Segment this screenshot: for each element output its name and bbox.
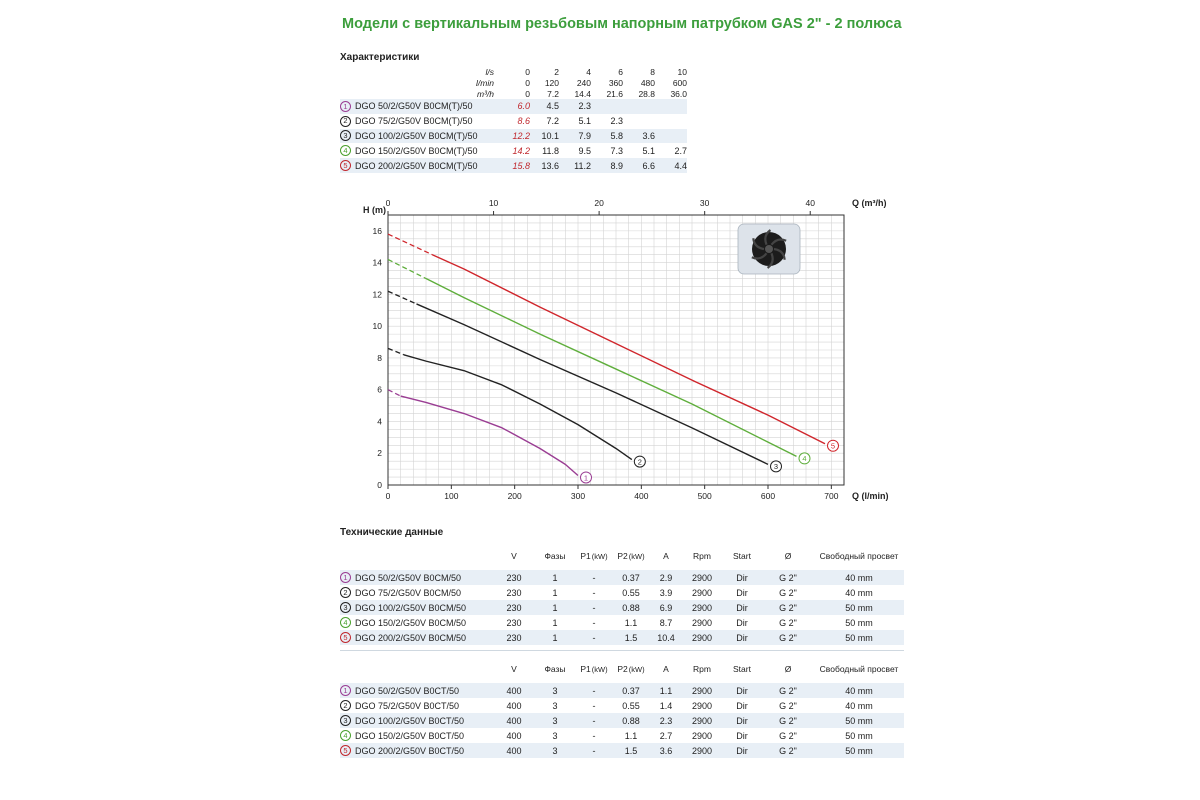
model-cell <box>340 715 494 726</box>
flow-value: 0 <box>525 77 530 88</box>
head-value: 7.2 <box>546 116 559 127</box>
y-tick-label: 12 <box>372 289 382 300</box>
technical-header-cell <box>494 664 534 674</box>
model-name: DGO 150/2/G50V B0CM(T)/50 <box>355 145 478 156</box>
technical-p1-value: - <box>592 602 596 613</box>
flow-value: 2 <box>554 66 559 77</box>
flow-unit-row <box>340 88 687 99</box>
technical-free-value: 50 mm <box>845 730 873 741</box>
curve-3-dashed <box>388 291 417 304</box>
technical-v-value: 230 <box>506 602 522 613</box>
technical-phases-value: 1 <box>552 572 558 583</box>
shutoff-head-value: 15.8 <box>512 160 530 171</box>
impeller-icon <box>738 224 800 274</box>
technical-start-value: Dir <box>736 745 748 756</box>
flow-value: 480 <box>640 77 655 88</box>
model-number-badge: 5 <box>340 632 351 643</box>
technical-header-cell <box>814 664 904 674</box>
technical-p1-value: - <box>592 745 596 756</box>
header-label: Свободный просвет <box>819 664 899 674</box>
technical-dia-value: G 2" <box>779 632 797 643</box>
technical-a-value: 2.3 <box>659 715 673 726</box>
flow-value: 360 <box>608 77 623 88</box>
model-number-badge: 3 <box>340 130 351 141</box>
model-number-badge: 1 <box>340 572 351 583</box>
model-cell <box>340 572 494 583</box>
technical-header-cell <box>682 664 722 674</box>
y-tick-label: 2 <box>377 448 382 459</box>
model-name: DGO 150/2/G50V B0CT/50 <box>355 730 465 741</box>
technical-free-value: 50 mm <box>845 602 873 613</box>
model-cell <box>340 130 498 141</box>
model-cell <box>340 700 494 711</box>
technical-header-cell <box>534 664 576 674</box>
flow-unit-label: l/s <box>485 66 494 77</box>
technical-rpm-value: 2900 <box>691 745 713 756</box>
head-value: 8.9 <box>610 160 623 171</box>
header-label: Rpm <box>693 551 711 561</box>
model-cell <box>340 101 498 112</box>
technical-row <box>340 743 904 758</box>
model-cell <box>340 617 494 628</box>
flow-value: 120 <box>544 77 559 88</box>
head-value: 2.7 <box>674 145 687 156</box>
head-value: 4.4 <box>674 160 687 171</box>
model-cell <box>340 602 494 613</box>
y-tick-label: 16 <box>372 225 382 236</box>
y-tick-label: 14 <box>372 257 382 268</box>
model-cell <box>340 116 498 127</box>
flow-value: 21.6 <box>606 88 623 99</box>
x2-tick-label: 10 <box>488 198 499 208</box>
head-value: 7.9 <box>578 130 591 141</box>
y-tick-label: 0 <box>377 480 382 490</box>
y-axis-label: H (m) <box>363 205 386 215</box>
technical-dia-value: G 2" <box>779 572 797 583</box>
technical-free-value: 40 mm <box>845 587 873 598</box>
model-number-badge: 2 <box>340 587 351 598</box>
technical-dia-value: G 2" <box>779 700 797 711</box>
model-number-badge: 2 <box>340 700 351 711</box>
model-name: DGO 200/2/G50V B0CM(T)/50 <box>355 160 478 171</box>
header-label: Свободный просвет <box>819 551 899 561</box>
curve-2 <box>404 355 632 460</box>
technical-free-value: 40 mm <box>845 572 873 583</box>
model-name: DGO 100/2/G50V B0CM/50 <box>355 602 467 613</box>
technical-p2-value: 1.5 <box>624 632 638 643</box>
flow-value: 4 <box>586 66 591 77</box>
flow-value: 0 <box>525 88 530 99</box>
y-tick-label: 4 <box>377 416 382 427</box>
shutoff-head-value: 6.0 <box>517 101 530 112</box>
model-row <box>340 114 687 129</box>
technical-p2-value: 0.55 <box>622 700 640 711</box>
model-cell <box>340 685 494 696</box>
technical-free-value: 40 mm <box>845 685 873 696</box>
technical-p2-value: 0.88 <box>622 602 640 613</box>
head-value: 11.8 <box>542 145 559 156</box>
technical-start-value: Dir <box>736 602 748 613</box>
technical-start-value: Dir <box>736 617 748 628</box>
model-row <box>340 143 687 158</box>
model-name: DGO 100/2/G50V B0CT/50 <box>355 715 465 726</box>
x-tick-label: 200 <box>507 491 522 501</box>
model-row <box>340 158 687 173</box>
head-value: 5.8 <box>610 130 623 141</box>
model-name: DGO 150/2/G50V B0CM/50 <box>355 617 467 628</box>
technical-v-value: 230 <box>506 617 522 628</box>
model-number-badge: 4 <box>340 145 351 156</box>
head-value: 5.1 <box>642 145 655 156</box>
header-label: A <box>663 551 669 561</box>
model-name: DGO 75/2/G50V B0CT/50 <box>355 700 460 711</box>
technical-table-single-phase <box>340 542 904 645</box>
technical-header-row <box>340 542 904 570</box>
head-value: 11.2 <box>574 160 591 171</box>
technical-p2-value: 1.5 <box>624 745 638 756</box>
model-cell <box>340 145 498 156</box>
curve-3 <box>417 304 769 467</box>
header-label: A <box>663 664 669 674</box>
curve-label-text: 3 <box>773 462 779 472</box>
technical-p2-value: 0.55 <box>622 587 640 598</box>
x-tick-label: 400 <box>634 491 649 501</box>
technical-header-cell <box>612 551 650 561</box>
flow-unit-label: m³/h <box>477 88 494 99</box>
model-cell <box>340 745 494 756</box>
x2-tick-label: 40 <box>805 198 815 208</box>
technical-header-cell <box>722 551 762 561</box>
curve-4-label <box>799 453 810 464</box>
x-tick-label: 300 <box>570 491 586 501</box>
model-name: DGO 50/2/G50V B0CM/50 <box>355 572 462 583</box>
flow-value: 7.2 <box>547 88 559 99</box>
header-label: P2 <box>617 664 628 674</box>
technical-a-value: 2.7 <box>659 730 673 741</box>
technical-rpm-value: 2900 <box>691 632 713 643</box>
curve-2-label <box>634 456 645 467</box>
technical-row <box>340 570 904 585</box>
technical-header-cell <box>494 551 534 561</box>
technical-row <box>340 615 904 630</box>
technical-p1-value: - <box>592 715 596 726</box>
technical-table-three-phase <box>340 655 904 758</box>
technical-dia-value: G 2" <box>779 685 797 696</box>
technical-p2-value: 1.1 <box>624 730 638 741</box>
technical-dia-value: G 2" <box>779 587 797 598</box>
technical-a-value: 1.4 <box>659 700 673 711</box>
technical-header-cell <box>576 551 612 561</box>
model-cell <box>340 730 494 741</box>
head-value: 7.3 <box>610 145 623 156</box>
model-row <box>340 99 687 114</box>
technical-header-cell <box>814 551 904 561</box>
head-value: 5.1 <box>578 116 591 127</box>
technical-row <box>340 600 904 615</box>
technical-v-value: 230 <box>506 572 522 583</box>
technical-phases-value: 3 <box>552 730 558 741</box>
technical-rpm-value: 2900 <box>691 730 713 741</box>
model-name: DGO 50/2/G50V B0CT/50 <box>355 685 460 696</box>
flow-value: 8 <box>650 66 655 77</box>
flow-value: 240 <box>576 77 591 88</box>
flow-value: 0 <box>525 66 530 77</box>
technical-v-value: 400 <box>506 715 522 726</box>
technical-phases-value: 1 <box>552 602 558 613</box>
technical-title: Технические данные <box>340 527 444 538</box>
x2-tick-label: 0 <box>385 198 391 208</box>
performance-table <box>340 66 687 173</box>
curve-label-text: 2 <box>637 457 642 467</box>
technical-p1-value: - <box>592 587 596 598</box>
header-label: (kW) <box>628 665 645 674</box>
technical-v-value: 400 <box>506 700 522 711</box>
flow-value: 10 <box>677 66 687 77</box>
technical-p1-value: - <box>592 730 596 741</box>
head-value: 4.5 <box>546 101 559 112</box>
technical-phases-value: 3 <box>552 700 558 711</box>
header-label: Start <box>733 551 751 561</box>
flow-value: 6 <box>618 66 623 77</box>
curve-4 <box>426 279 797 457</box>
header-label: (kW) <box>628 552 645 561</box>
technical-start-value: Dir <box>736 700 748 711</box>
technical-row <box>340 630 904 645</box>
technical-header-cell <box>612 664 650 674</box>
performance-chart <box>340 190 889 510</box>
header-label: P2 <box>617 551 628 561</box>
curve-2-dashed <box>388 348 404 354</box>
table-divider <box>340 650 904 651</box>
technical-a-value: 1.1 <box>659 685 673 696</box>
technical-p2-value: 1.1 <box>624 617 638 628</box>
technical-phases-value: 3 <box>552 685 558 696</box>
technical-v-value: 400 <box>506 685 522 696</box>
header-label: V <box>511 664 517 674</box>
technical-phases-value: 1 <box>552 587 558 598</box>
curve-label-text: 5 <box>830 441 836 451</box>
model-cell <box>340 160 498 171</box>
technical-dia-value: G 2" <box>779 730 797 741</box>
technical-phases-value: 3 <box>552 715 558 726</box>
head-value: 2.3 <box>578 101 591 112</box>
technical-dia-value: G 2" <box>779 745 797 756</box>
y-tick-label: 8 <box>377 352 382 363</box>
model-number-badge: 1 <box>340 685 351 696</box>
model-number-badge: 1 <box>340 101 351 112</box>
technical-p1-value: - <box>592 617 596 628</box>
technical-start-value: Dir <box>736 715 748 726</box>
technical-p2-value: 0.37 <box>622 685 640 696</box>
x-tick-label: 0 <box>385 491 391 501</box>
head-value: 6.6 <box>642 160 655 171</box>
curve-3-label <box>771 461 782 472</box>
technical-dia-value: G 2" <box>779 715 797 726</box>
technical-header-cell <box>682 551 722 561</box>
technical-header-cell <box>722 664 762 674</box>
technical-phases-value: 3 <box>552 745 558 756</box>
technical-start-value: Dir <box>736 685 748 696</box>
model-number-badge: 2 <box>340 116 351 127</box>
technical-a-value: 6.9 <box>659 602 673 613</box>
model-row <box>340 129 687 144</box>
technical-header-cell <box>650 664 682 674</box>
curve-1-label <box>581 472 592 483</box>
technical-a-value: 2.9 <box>659 572 673 583</box>
technical-phases-value: 1 <box>552 632 558 643</box>
model-number-badge: 5 <box>340 745 351 756</box>
technical-a-value: 10.4 <box>657 632 675 643</box>
technical-p1-value: - <box>592 700 596 711</box>
model-name: DGO 100/2/G50V B0CM(T)/50 <box>355 130 478 141</box>
technical-rpm-value: 2900 <box>691 602 713 613</box>
technical-start-value: Dir <box>736 632 748 643</box>
model-cell <box>340 632 494 643</box>
model-number-badge: 4 <box>340 617 351 628</box>
model-name: DGO 200/2/G50V B0CT/50 <box>355 745 465 756</box>
technical-free-value: 50 mm <box>845 715 873 726</box>
header-label: Фазы <box>544 664 566 674</box>
head-value: 13.6 <box>541 160 559 171</box>
curve-4-dashed <box>388 259 426 278</box>
model-name: DGO 200/2/G50V B0CM/50 <box>355 632 467 643</box>
technical-row <box>340 698 904 713</box>
flow-unit-row <box>340 77 687 88</box>
technical-p1-value: - <box>592 685 596 696</box>
technical-v-value: 400 <box>506 745 522 756</box>
head-value: 2.3 <box>610 116 623 127</box>
technical-rpm-value: 2900 <box>691 617 713 628</box>
technical-v-value: 400 <box>506 730 522 741</box>
technical-row <box>340 728 904 743</box>
technical-start-value: Dir <box>736 587 748 598</box>
technical-header-cell <box>650 551 682 561</box>
technical-row <box>340 713 904 728</box>
header-label: P1 <box>580 664 591 674</box>
shutoff-head-value: 8.6 <box>517 116 530 127</box>
head-value: 3.6 <box>642 130 655 141</box>
model-name: DGO 75/2/G50V B0CM(T)/50 <box>355 116 473 127</box>
technical-header-row <box>340 655 904 683</box>
flow-value: 600 <box>672 77 687 88</box>
technical-free-value: 50 mm <box>845 617 873 628</box>
curve-1-dashed <box>388 390 401 396</box>
technical-dia-value: G 2" <box>779 617 797 628</box>
page-title: Модели с вертикальным резьбовым напорным патрубком GAS 2" - 2 полюса <box>342 16 902 32</box>
header-label: (kW) <box>591 665 608 674</box>
x2-axis-label: Q (m³/h) <box>852 198 887 208</box>
header-label: Ø <box>784 551 792 561</box>
x2-tick-label: 30 <box>699 198 710 208</box>
flow-unit-label: l/min <box>476 77 494 88</box>
flow-value: 14.4 <box>574 88 591 99</box>
technical-start-value: Dir <box>736 730 748 741</box>
x-tick-label: 700 <box>824 491 839 501</box>
technical-free-value: 50 mm <box>845 745 873 756</box>
y-tick-label: 10 <box>372 321 382 332</box>
header-label: Start <box>733 664 751 674</box>
x-axis-label: Q (l/min) <box>852 491 889 501</box>
technical-phases-value: 1 <box>552 617 558 628</box>
model-number-badge: 3 <box>340 602 351 613</box>
shutoff-head-value: 14.2 <box>512 145 530 156</box>
x-tick-label: 500 <box>697 491 712 501</box>
technical-a-value: 8.7 <box>659 617 673 628</box>
characteristics-title: Характеристики <box>340 52 420 63</box>
technical-free-value: 40 mm <box>845 700 873 711</box>
header-label: Rpm <box>693 664 711 674</box>
technical-rpm-value: 2900 <box>691 715 713 726</box>
technical-dia-value: G 2" <box>779 602 797 613</box>
header-label: Фазы <box>544 551 566 561</box>
technical-free-value: 50 mm <box>845 632 873 643</box>
technical-rpm-value: 2900 <box>691 587 713 598</box>
flow-value: 36.0 <box>670 88 687 99</box>
model-name: DGO 75/2/G50V B0CM/50 <box>355 587 462 598</box>
curve-label-text: 4 <box>802 454 807 464</box>
header-label: (kW) <box>591 552 608 561</box>
x-tick-label: 600 <box>760 491 776 501</box>
shutoff-head-value: 12.2 <box>512 130 530 141</box>
model-number-badge: 3 <box>340 715 351 726</box>
flow-unit-row <box>340 66 687 77</box>
model-number-badge: 4 <box>340 730 351 741</box>
technical-header-cell <box>762 551 814 561</box>
technical-rpm-value: 2900 <box>691 700 713 711</box>
technical-p2-value: 0.37 <box>622 572 640 583</box>
technical-rpm-value: 2900 <box>691 572 713 583</box>
technical-v-value: 230 <box>506 587 522 598</box>
technical-start-value: Dir <box>736 572 748 583</box>
technical-v-value: 230 <box>506 632 522 643</box>
model-number-badge: 5 <box>340 160 351 171</box>
curve-label-text: 1 <box>583 473 589 483</box>
technical-header-cell <box>534 551 576 561</box>
x-tick-label: 100 <box>444 491 459 501</box>
technical-header-cell <box>762 664 814 674</box>
technical-row <box>340 683 904 698</box>
technical-row <box>340 585 904 600</box>
curve-5-label <box>828 440 839 451</box>
technical-p1-value: - <box>592 632 596 643</box>
technical-rpm-value: 2900 <box>691 685 713 696</box>
model-name: DGO 50/2/G50V B0CM(T)/50 <box>355 101 473 112</box>
technical-p2-value: 0.88 <box>622 715 640 726</box>
technical-a-value: 3.9 <box>659 587 673 598</box>
curve-5-dashed <box>388 234 432 255</box>
header-label: Ø <box>784 664 792 674</box>
x2-tick-label: 20 <box>594 198 604 208</box>
flow-value: 28.8 <box>638 88 655 99</box>
y-tick-label: 6 <box>377 384 382 395</box>
technical-header-cell <box>576 664 612 674</box>
technical-p1-value: - <box>592 572 596 583</box>
technical-a-value: 3.6 <box>659 745 673 756</box>
head-value: 10.1 <box>541 130 559 141</box>
header-label: V <box>511 551 517 561</box>
header-label: P1 <box>580 551 591 561</box>
model-cell <box>340 587 494 598</box>
head-value: 9.5 <box>578 145 591 156</box>
